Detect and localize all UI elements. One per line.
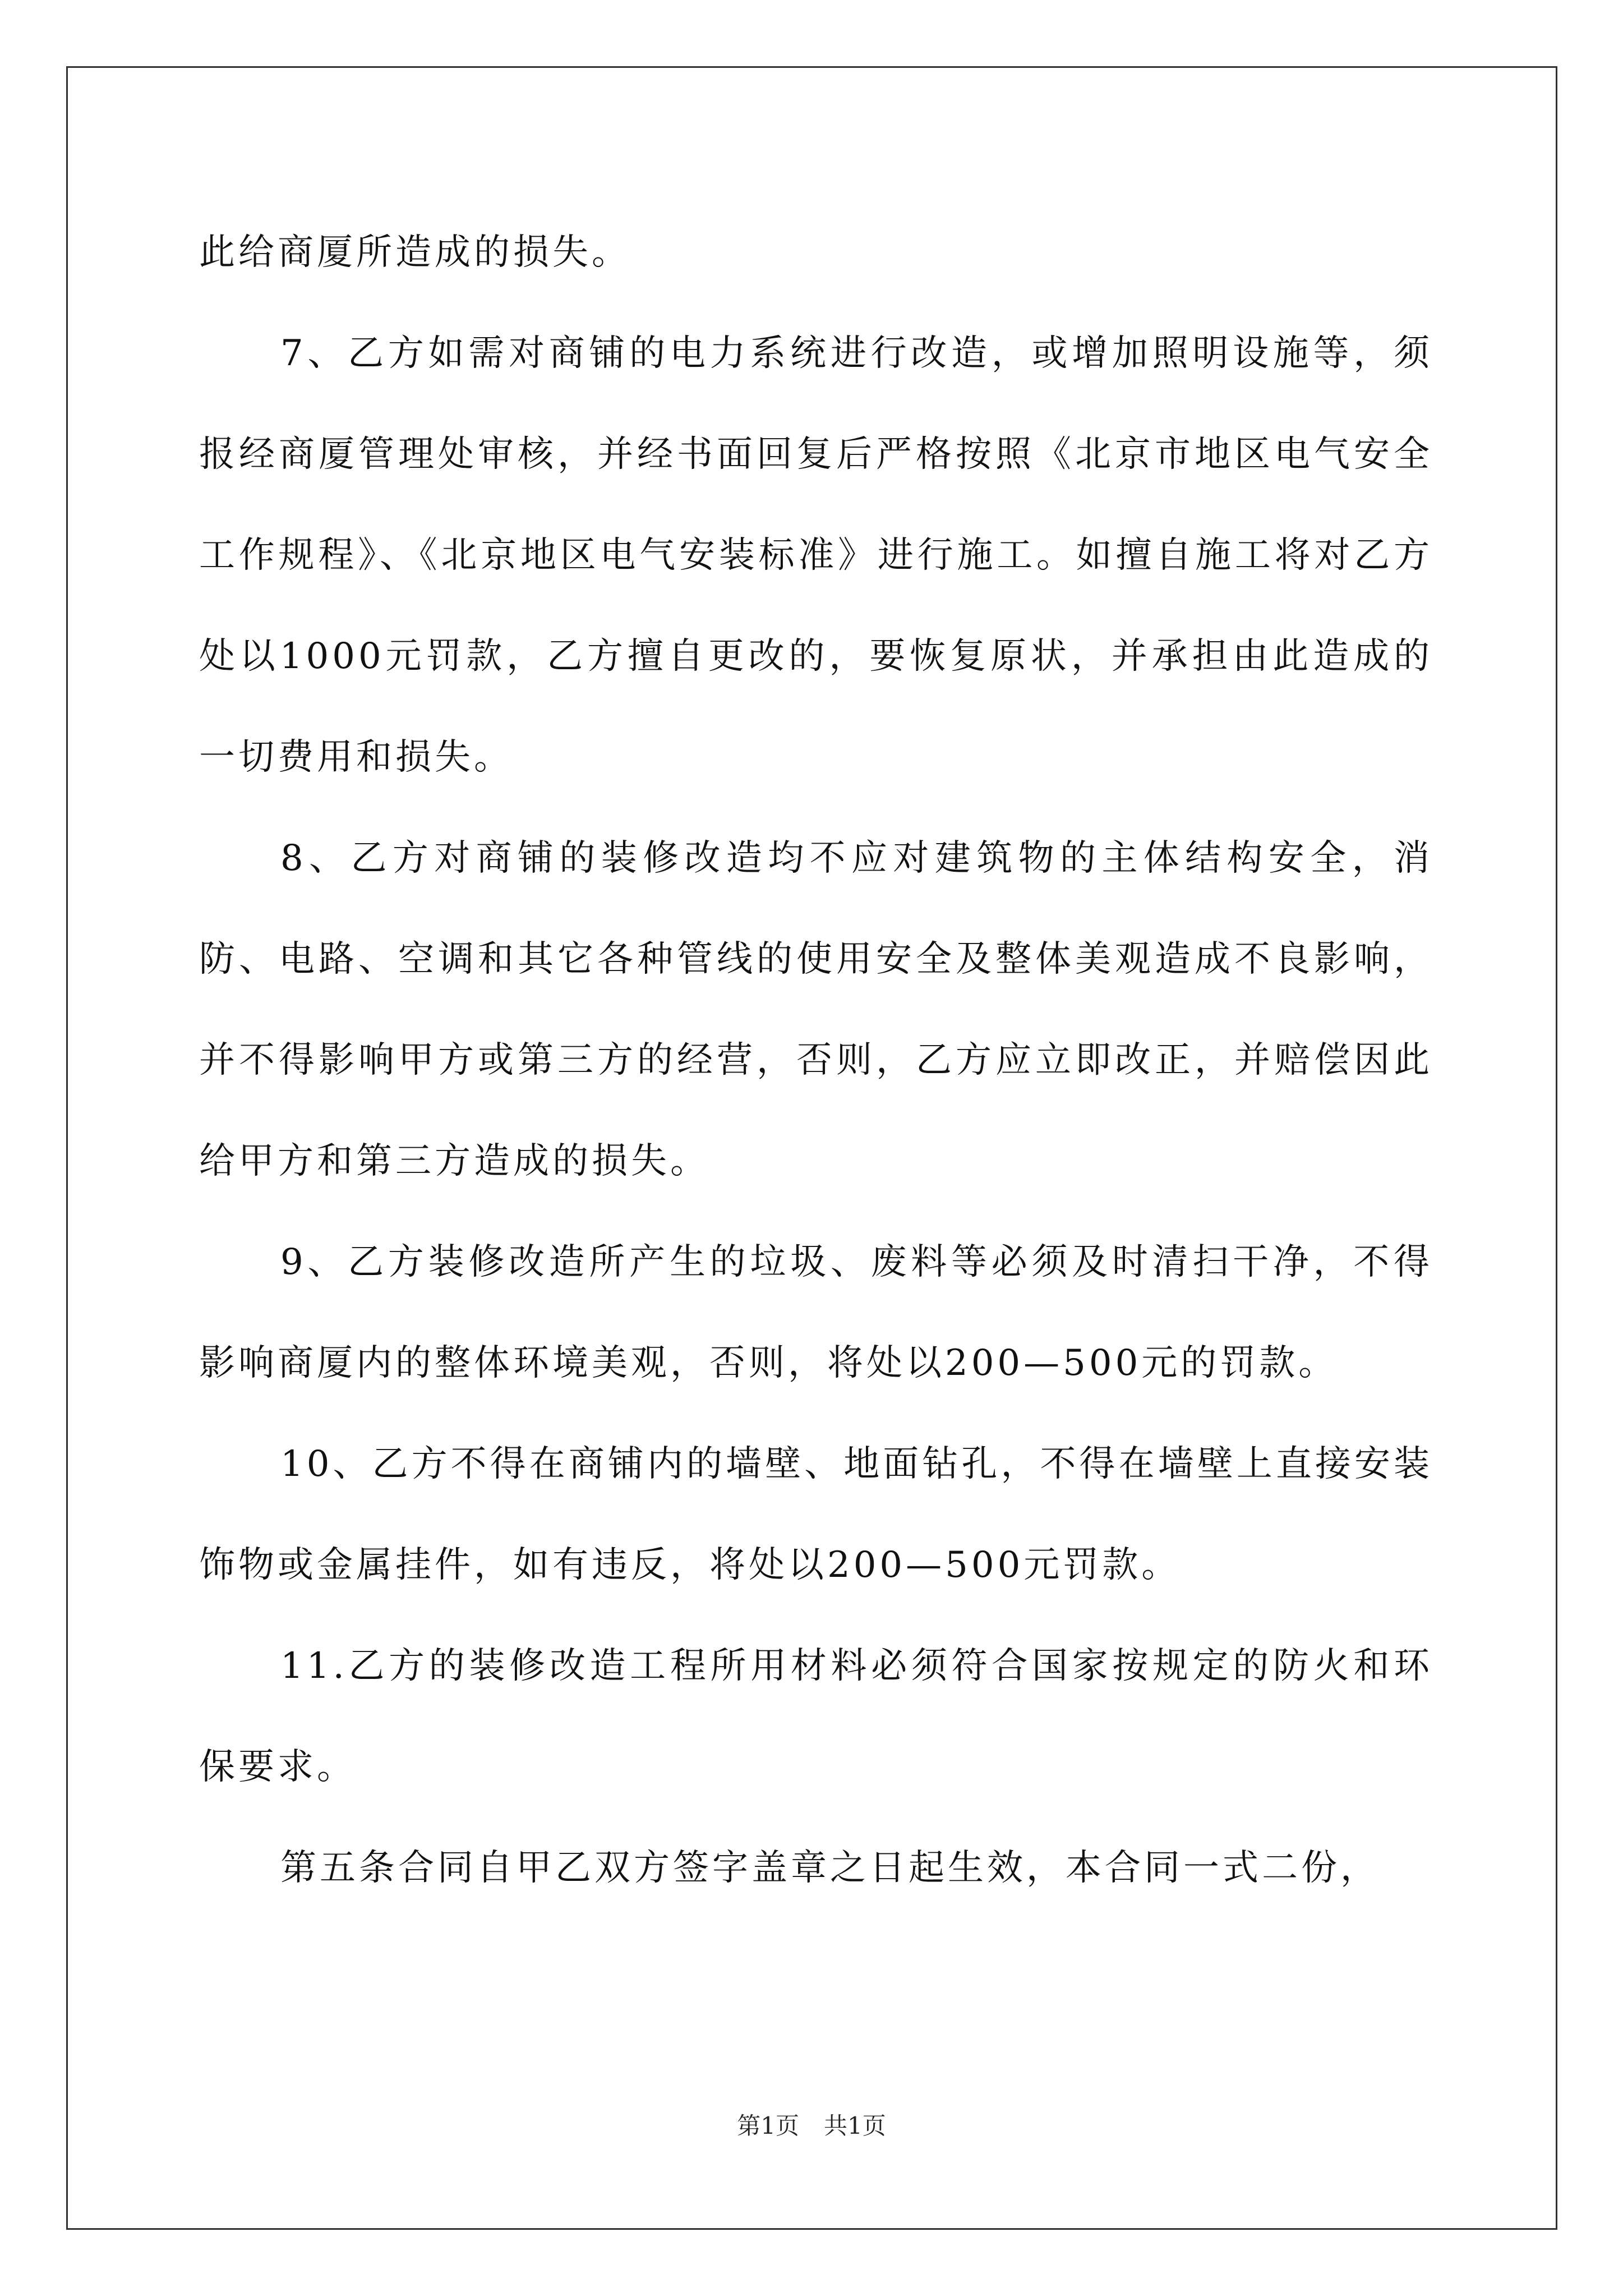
page-number: 第1页 (737, 2112, 799, 2139)
paragraph-clause-8: 8、乙方对商铺的装修改造均不应对建筑物的主体结构安全，消防、电路、空调和其它各种管线的使用安全及整体美观造成不良影响，并不得影响甲方或第三方的经营，否则，乙方应立即改正，并赔偿因此给甲方和第三方造成的损失。 (199, 838, 1433, 1182)
paragraph-clause-11: 11.乙方的装修改造工程所用材料必须符合国家按规定的防火和环保要求。 (199, 1645, 1433, 1788)
paragraph-clause-10: 10、乙方不得在商铺内的墙壁、地面钻孔，不得在墙壁上直接安装饰物或金属挂件，如有违反，将处以200—500元罚款。 (199, 1443, 1433, 1586)
page-total: 共1页 (824, 2112, 886, 2139)
page-footer (0, 2109, 1623, 2143)
document-body (199, 202, 1433, 1918)
paragraph-clause-7: 7、乙方如需对商铺的电力系统进行改造，或增加照明设施等，须报经商厦管理处审核，并经书面回复后严格按照《北京市地区电气安全工作规程》、《北京地区电气安装标准》进行施工。如擅自施工将对乙方处以1000元罚款，乙方擅自更改的，要恢复原状，并承担由此造成的一切费用和损失。 (199, 333, 1433, 778)
paragraph-clause-9: 9、乙方装修改造所产生的垃圾、废料等必须及时清扫干净，不得影响商厦内的整体环境美观，否则，将处以200—500元的罚款。 (199, 1241, 1433, 1384)
paragraph-article-5: 第五条合同自甲乙双方签字盖章之日起生效，本合同一式二份， (280, 1847, 1380, 1889)
paragraph-continuation: 此给商厦所造成的损失。 (199, 232, 631, 273)
